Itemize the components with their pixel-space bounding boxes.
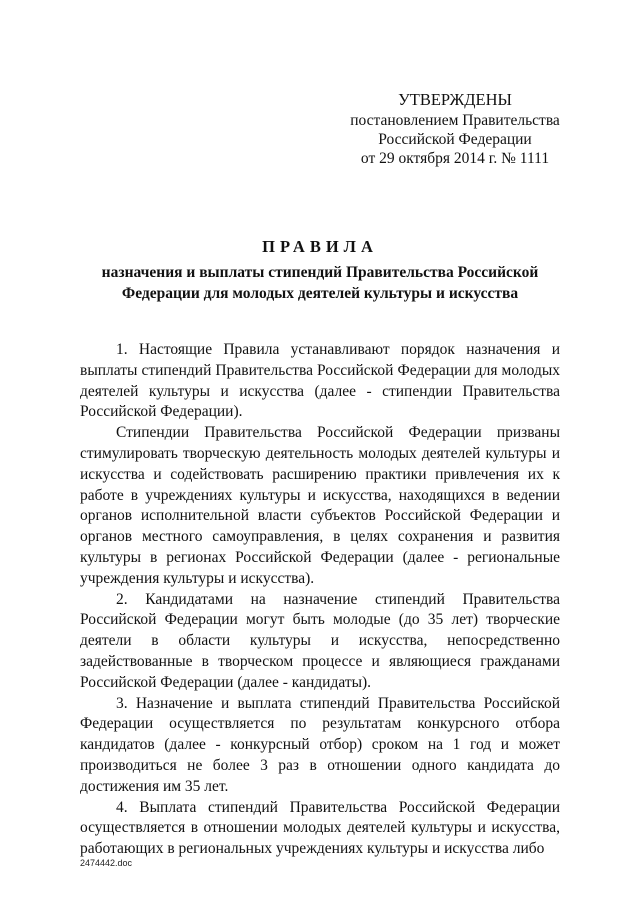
paragraph-4: 3. Назначение и выплата стипендий Правительства Российской Федерации осуществляется по результатам конкурсного отбора кандидатов (далее - конкурсный отбор) сроком на 1 год и может производиться не более 3 раз в отношении одного кандидата до достижения им 35 лет. bbox=[80, 694, 560, 795]
paragraph-5: 4. Выплата стипендий Правительства Российской Федерации осуществляется в отношении молодых деятелей культуры и искусства, работающих в региональных учреждениях культуры и искусства либо bbox=[80, 798, 560, 858]
approval-line-1: постановлением Правительства bbox=[350, 112, 560, 129]
paragraph-1: 1. Настоящие Правила устанавливают порядок назначения и выплаты стипендий Правительства Российской Федерации для молодых деятелей культуры и искусства (далее - стипендии Правительства Российской Федерации). bbox=[80, 341, 560, 421]
approval-line-3: от 29 октября 2014 г. № 1111 bbox=[360, 150, 550, 167]
approval-line-2: Российской Федерации bbox=[378, 131, 532, 148]
file-name-footer: 2474442.doc bbox=[80, 858, 133, 868]
paragraph-3: 2. Кандидатами на назначение стипендий Правительства Российской Федерации могут быть молодые (до 35 лет) творческие деятели в области культуры и искусства, непосредственно задействованные в творческом процессе и являющиеся гражданами Российской Федерации (далее - кандидаты). bbox=[80, 590, 560, 691]
approval-heading: УТВЕРЖДЕНЫ bbox=[398, 90, 512, 109]
document-title: ПРАВИЛА bbox=[262, 237, 378, 256]
document-subtitle: назначения и выплаты стипендий Правительства Российской Федерации для молодых деятелей культуры и искусства bbox=[101, 264, 539, 302]
approval-block bbox=[330, 89, 580, 168]
document-body bbox=[80, 340, 560, 860]
paragraph-2: Стипендии Правительства Российской Федерации призваны стимулировать творческую деятельность молодых деятелей культуры и искусства и содействовать расширению практики привлечения их к работе в учреждениях культуры и искусства, находящихся в ведении органов исполнительной власти субъектов Российской Федерации и органов местного самоуправления, в целях сохранения и развития культуры в регионах Российской Федерации (далее - региональные учреждения культуры и искусства). bbox=[80, 424, 560, 587]
